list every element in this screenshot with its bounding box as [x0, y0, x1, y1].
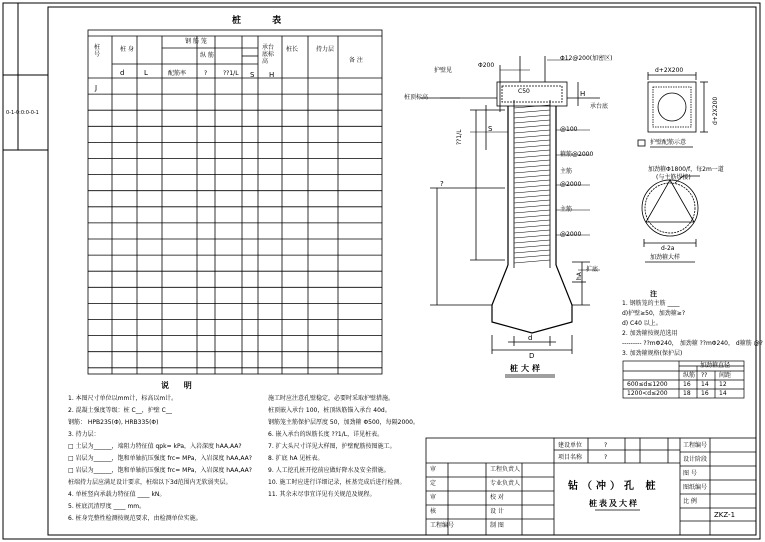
stirrup-line	[514, 205, 550, 208]
stirrup-line	[514, 165, 550, 168]
label-embed: 承台底	[590, 103, 609, 110]
pile-table	[88, 30, 382, 374]
stirrup-line	[514, 130, 550, 133]
subheader-c2: ?	[204, 70, 208, 77]
subheader-c3: ??1/L	[223, 70, 239, 77]
right-note-line: --------- ??mΦ240， 加劲箍 ??mΦ240， d箍筋 @?	[622, 340, 763, 347]
stirrup-line	[514, 175, 550, 178]
right-note-line: 1. 钢筋笼的主筋 ____	[622, 300, 680, 307]
rebar-table-header: 纵筋	[683, 372, 696, 379]
label-phi100: @100	[560, 126, 578, 133]
notes-title: 说 明	[161, 381, 198, 390]
subheader-S: S	[250, 71, 255, 79]
right-note-line: 3. 加劲箍规格(保护层)	[622, 350, 683, 357]
rebar-table-cell: 16	[683, 381, 691, 388]
header-top-elev: 承台底标高	[262, 44, 275, 65]
subheader-L: L	[144, 69, 148, 77]
note-right-line: 桩顶嵌入承台 100，桩顶纵筋锚入承台 40d。	[268, 407, 391, 414]
pile-table-title: 桩 表	[232, 16, 296, 26]
title-block-cell: 审	[430, 466, 437, 473]
section-b-caption: 加劲箍大样	[650, 254, 681, 261]
label-spiral-top: Φ12@200(加密区)	[560, 55, 613, 62]
label-c50: C50	[518, 88, 530, 95]
drawing-subtitle: 桩表及大样	[589, 499, 639, 508]
right-note-line: d) C40 以上。	[622, 320, 662, 327]
header-length: 桩长	[286, 46, 299, 53]
stirrup-line	[514, 140, 550, 143]
stirrup-line	[514, 115, 550, 118]
title-block-right-label: 图纸编号	[683, 484, 708, 491]
rebar-table-cell: 14	[701, 381, 709, 388]
note-left-line: 6. 桩身完整性检测按规范要求，由检测单位实施。	[68, 515, 202, 522]
label-hook: 扩底	[586, 266, 599, 273]
stirrup-line	[514, 245, 550, 248]
subheader-d: d	[120, 69, 125, 77]
rebar-table-cell: 600≤d≤1200	[627, 381, 668, 388]
note-right-line: 10. 施工时应进行详细记录，桩基完成后进行检测。	[268, 479, 406, 486]
stirrup-line	[514, 255, 550, 258]
stirrup-line	[514, 200, 550, 203]
stirrup-line	[514, 210, 550, 213]
title-block-right-label: 工程编号	[683, 442, 708, 449]
note-right-line: 施工时应注意孔壁稳定，必要时采取护壁措施。	[268, 395, 395, 402]
rebar-table-cell: 14	[719, 390, 727, 397]
label-main1: 主筋	[560, 168, 573, 175]
label-D: D	[529, 352, 535, 360]
title-block-cell: 工程负责人	[490, 466, 521, 473]
section-a-top-dim: d+2X200	[655, 67, 684, 74]
right-note-line: d)护壁≥50，加劲箍≥?	[622, 310, 686, 317]
label-stirrup2: @2000	[560, 181, 582, 188]
title-block-cell: 设 计	[490, 508, 504, 515]
section-b-dim: d-2a	[661, 245, 675, 252]
header-bearing: 持力层	[316, 46, 335, 53]
section-a-caption: 护壁配筋示意	[650, 139, 687, 146]
rebar-table-cell: 18	[683, 390, 691, 397]
detail-caption: 桩大样	[510, 364, 543, 373]
stirrup-line	[514, 220, 550, 223]
note-left-line: 3. 持力层：	[68, 431, 100, 438]
label-h: H	[580, 90, 586, 98]
margin-text: 0-1-0:0:0-0-1	[6, 110, 39, 116]
label-elev: 桩顶标高	[404, 94, 429, 101]
label-hA: hA	[576, 272, 583, 280]
note-right-line: 6. 嵌入承台的纵筋长度 ??1/L，详见桩表。	[268, 431, 384, 438]
stirrup-line	[514, 195, 550, 198]
note-left-line: □ 土层为______，端阻力特征值 qpk= kPa，入岩深度 hAA,AA?	[68, 443, 242, 450]
rebar-table-header: ??	[701, 372, 708, 379]
label-stirrup3: @2000	[560, 231, 582, 238]
header-rebar: 纵 筋	[200, 52, 214, 59]
project-label-2: 项目名称	[558, 454, 583, 461]
rebar-table-cell: 12	[719, 381, 727, 388]
note-left-line: 5. 桩底沉渣厚度 ____ mm。	[68, 503, 146, 510]
stirrup-line	[514, 235, 550, 238]
stirrup-line	[514, 145, 550, 148]
project-label-1: 建设单位	[558, 442, 583, 449]
stirrup-line	[514, 170, 550, 173]
header-pile-dims: 桩 身	[120, 46, 134, 53]
title-block-cell: 校 对	[490, 494, 504, 501]
stirrup-line	[514, 160, 550, 163]
title-block-right-label: 设计阶段	[683, 456, 708, 463]
header-remark: 备 注	[349, 57, 363, 64]
subheader-c1: 配筋率	[168, 70, 187, 77]
rebar-table-subheader: 加劲箍直径	[700, 362, 731, 369]
note-right-line: 8. 扩底 hA 见桩表。	[268, 455, 324, 462]
label-q: ?	[440, 180, 444, 188]
stirrup-line	[514, 185, 550, 188]
section-a-side-dim: d+2X200	[712, 96, 719, 125]
rebar-table-cell: 1200<d≤200	[627, 390, 668, 397]
note-left-line: 4. 单桩竖向承载力特征值 ____ kN。	[68, 491, 166, 498]
label-stirrup1: 箍筋@2000	[560, 151, 594, 158]
stirrup-line	[514, 120, 550, 123]
label-s: S	[488, 125, 493, 133]
stirrup-line	[514, 260, 550, 263]
stirrup-line	[514, 180, 550, 183]
drawing-title: 钻（冲）孔 桩	[568, 481, 660, 492]
stirrup-line	[514, 125, 550, 128]
note-left-line: 1. 本图尺寸单位以mm计，标高以m计。	[68, 395, 178, 402]
label-l: ??1/L	[456, 129, 463, 145]
header-reinforcement: 钢 筋 笼	[185, 38, 207, 45]
stirrup-line	[514, 240, 550, 243]
drawing-number: ZKZ-1	[714, 511, 736, 519]
note-right-line: 11. 其余未尽事宜详见有关规范及规程。	[268, 491, 376, 498]
stirrup-line	[514, 155, 550, 158]
label-main2: 主筋	[560, 206, 573, 213]
stirrup-line	[514, 105, 550, 108]
note-left-line: 2. 混凝土强度等级：桩 C__，护壁 C__	[68, 407, 172, 414]
section-a	[638, 72, 708, 147]
section-b-ann1: 加劲箍Φ1800/f，每2m一道	[648, 166, 724, 173]
right-notes-title: 注	[650, 290, 657, 298]
title-block-cell: 工程编号	[430, 522, 455, 529]
title-block-cell: 审	[430, 494, 437, 501]
project-val-2: ?	[604, 454, 608, 461]
label-protect: 护壁见	[434, 67, 453, 74]
rebar-table-header: 间距	[719, 372, 732, 379]
rebar-table-cell: 16	[701, 390, 709, 397]
title-block-cell: 定	[430, 480, 437, 487]
pile-detail	[420, 56, 600, 377]
note-left-line: □ 岩层为______，饱和单轴抗压强度 frc= MPa，入岩深度 hAA,AA?	[68, 455, 252, 462]
note-right-line: 钢筋笼主筋保护层厚度 50，加劲箍 Φ500，每隔2000。	[268, 419, 419, 426]
title-block-right-label: 比 例	[683, 498, 697, 505]
project-val-1: ?	[604, 442, 608, 449]
note-left-line: □ 岩层为______，饱和单轴抗压强度 frc= MPa，入岩深度 hAA,AA?	[68, 467, 252, 474]
note-right-line: 7. 扩大头尺寸详见大样图，护壁配筋按图施工。	[268, 443, 396, 450]
stirrup-line	[514, 150, 550, 153]
subheader-H: H	[269, 71, 275, 79]
label-d: d	[528, 334, 533, 342]
stirrup-line	[514, 225, 550, 228]
right-note-line: 2. 加劲箍按规范选用	[622, 330, 678, 337]
header-pile-no: 桩号	[93, 44, 100, 58]
stirrup-line	[514, 250, 550, 253]
title-block-cell: 核	[430, 508, 437, 515]
stirrup-line	[514, 230, 550, 233]
stirrup-line	[514, 190, 550, 193]
title-block-cell: 专业负责人	[490, 480, 521, 487]
first-row-label: J	[95, 84, 98, 92]
note-left-line: 桩端持力层应满足设计要求，桩端以下3d范围内无软弱夹层。	[68, 479, 232, 486]
note-right-line: 9. 人工挖孔桩开挖前应做好降水及安全措施。	[268, 467, 390, 474]
spiral-stirrups	[514, 105, 550, 263]
stirrup-line	[514, 215, 550, 218]
label-phi200: Φ200	[478, 62, 495, 69]
title-block-cell: 制 图	[490, 522, 504, 529]
stirrup-line	[514, 135, 550, 138]
section-b-ann2: (与主筋焊接)	[656, 174, 691, 181]
title-block-right-label: 图 号	[683, 470, 697, 477]
stirrup-line	[514, 110, 550, 113]
note-left-line: 钢筋： HPB235(Φ), HRB335(Φ)	[68, 419, 159, 426]
